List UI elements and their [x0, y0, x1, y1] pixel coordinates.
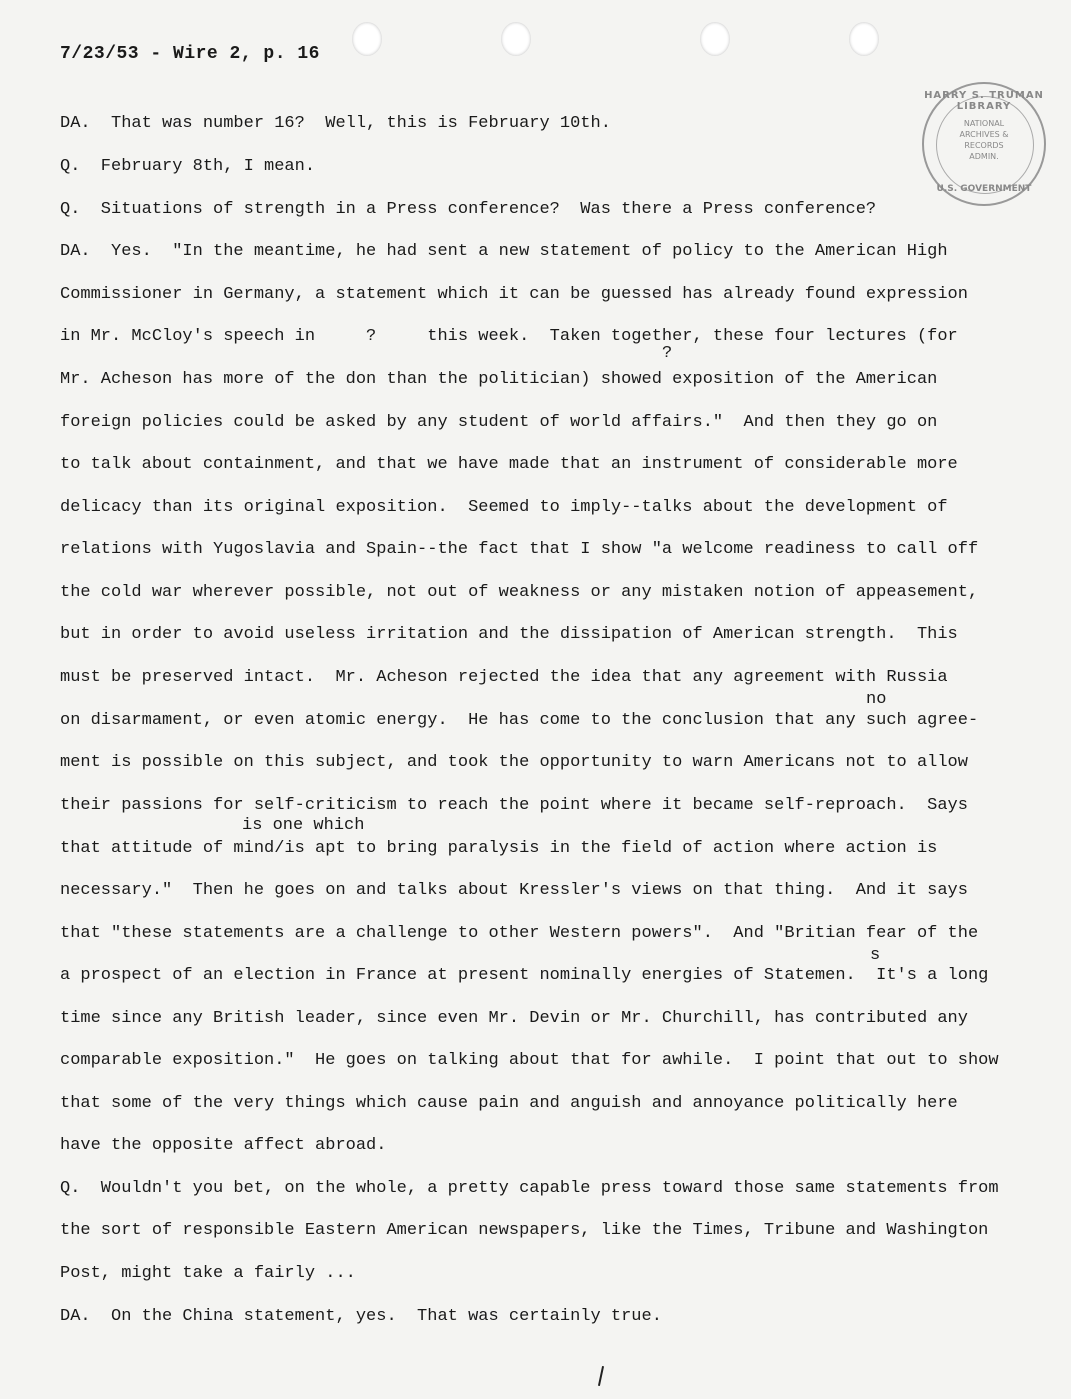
stamp-center-line: RECORDS: [964, 141, 1004, 150]
transcript-line: DA. That was number 16? Well, this is February 10th.: [60, 114, 611, 133]
transcript-line: the cold war wherever possible, not out of weakness or any mistaken notion of appeasement,: [60, 583, 979, 602]
transcript-line: comparable exposition." He goes on talking about that for awhile. I point that out to show: [60, 1051, 999, 1070]
transcript-line: that attitude of mind/is apt to bring paralysis in the field of action where action is: [60, 839, 938, 858]
transcript-line: on disarmament, or even atomic energy. He has come to the conclusion that any such agree-: [60, 711, 979, 730]
transcript-line: relations with Yugoslavia and Spain--the fact that I show "a welcome readiness to call off: [60, 540, 979, 559]
transcript-line: DA. On the China statement, yes. That was certainly true.: [60, 1307, 662, 1326]
transcript-line: DA. Yes. "In the meantime, he had sent a new statement of policy to the American High: [60, 242, 948, 261]
transcript-line: Commissioner in Germany, a statement which it can be guessed has already found expression: [60, 285, 968, 304]
handwritten-insertion-s: s: [870, 946, 881, 965]
transcript-line: a prospect of an election in France at present nominally energies of Statemen. It's a long: [60, 966, 989, 985]
transcript-line: Post, might take a fairly ...: [60, 1264, 356, 1283]
punch-hole: [849, 22, 879, 56]
archive-stamp: [922, 82, 1046, 206]
stamp-center-line: ADMIN.: [969, 152, 999, 161]
handwritten-insertion-no: no: [866, 690, 887, 709]
stamp-center-text: [946, 118, 1022, 162]
page-header: 7/23/53 - Wire 2, p. 16: [60, 44, 320, 64]
transcript-line: to talk about containment, and that we have made that an instrument of considerable more: [60, 455, 958, 474]
handwritten-insertion-is-one-which: is one which: [242, 816, 365, 835]
transcript-line: time since any British leader, since even Mr. Devin or Mr. Churchill, has contributed any: [60, 1009, 968, 1028]
stamp-center-line: ARCHIVES &: [959, 130, 1009, 139]
transcript-line: foreign policies could be asked by any student of world affairs." And then they go on: [60, 413, 938, 432]
transcript-line: Q. Situations of strength in a Press conference? Was there a Press conference?: [60, 200, 877, 219]
transcript-line: have the opposite affect abroad.: [60, 1136, 387, 1155]
transcript-line: delicacy than its original exposition. Seemed to imply--talks about the development of: [60, 498, 948, 517]
stamp-bottom-text: U.S. GOVERNMENT: [936, 184, 1032, 194]
pen-mark: [598, 1366, 604, 1386]
transcript-line: but in order to avoid useless irritation and the dissipation of American strength. This: [60, 625, 958, 644]
stamp-top-text: HARRY S. TRUMAN LIBRARY: [924, 90, 1044, 112]
transcript-line: ment is possible on this subject, and took the opportunity to warn Americans not to allow: [60, 753, 968, 772]
transcript-line: their passions for self-criticism to reach the point where it became self-reproach. Says: [60, 796, 968, 815]
transcript-line: must be preserved intact. Mr. Acheson rejected the idea that any agreement with Russia: [60, 668, 948, 687]
transcript-line: in Mr. McCloy's speech in ? this week. Taken together, these four lectures (for: [60, 327, 958, 346]
punch-hole: [700, 22, 730, 56]
transcript-line: Q. Wouldn't you bet, on the whole, a pretty capable press toward those same statements from: [60, 1179, 999, 1198]
transcript-line: Q. February 8th, I mean.: [60, 157, 316, 176]
transcript-line: that "these statements are a challenge to other Western powers". And "Britian fear of the: [60, 924, 979, 943]
punch-hole: [501, 22, 531, 56]
transcript-line: that some of the very things which cause pain and anguish and annoyance politically here: [60, 1094, 958, 1113]
punch-hole: [352, 22, 382, 56]
stamp-center-line: NATIONAL: [963, 119, 1005, 128]
transcript-line: the sort of responsible Eastern American newspapers, like the Times, Tribune and Washington: [60, 1221, 989, 1240]
transcript-line: Mr. Acheson has more of the don than the politician) showed exposition of the American: [60, 370, 938, 389]
handwritten-question-mark: ?: [662, 344, 673, 363]
transcript-line: necessary." Then he goes on and talks about Kressler's views on that thing. And it says: [60, 881, 968, 900]
